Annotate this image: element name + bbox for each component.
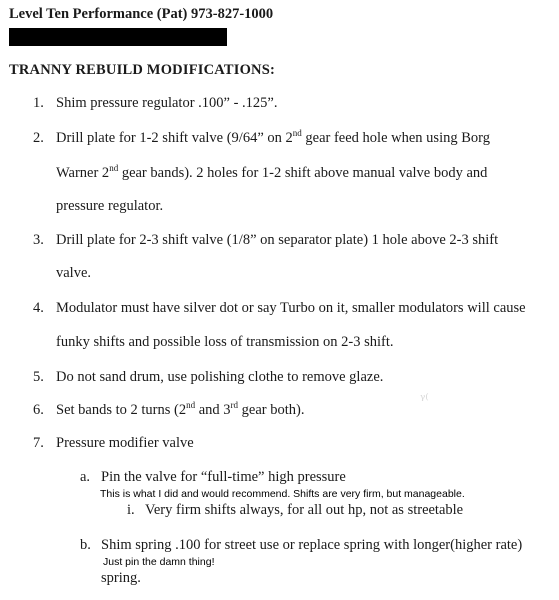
- item-text: pressure regulator.: [56, 198, 164, 214]
- item-text: Shim pressure regulator .100” - .125”.: [56, 95, 278, 111]
- item-text: Drill plate for 2-3 shift valve (1/8” on separator plate) 1 hole above 2-3 shift: [56, 232, 499, 248]
- item-number: 4.: [33, 300, 44, 316]
- item-number: 5.: [33, 369, 44, 385]
- handwritten-note: This is what I did and would recommend. Shifts are very firm, but manageable.: [100, 488, 465, 500]
- item-text: Drill plate for 1-2 shift valve (9/64” on 2nd gear feed hole when using Borg: [56, 128, 490, 146]
- scan-smudge: ᵞ⁽: [420, 392, 429, 408]
- redaction-bar: [9, 28, 227, 46]
- subitem-label: a.: [80, 469, 91, 485]
- item-text: Warner 2nd gear bands). 2 holes for 1-2 shift above manual valve body and: [56, 163, 488, 181]
- subitem-label: b.: [80, 537, 91, 553]
- item-text: Modulator must have silver dot or say Turbo on it, smaller modulators will cause: [56, 300, 526, 316]
- item-text: Set bands to 2 turns (2nd and 3rd gear both).: [56, 400, 305, 418]
- handwritten-note: Just pin the damn thing!: [103, 556, 215, 568]
- item-text: funky shifts and possible loss of transmission on 2-3 shift.: [56, 334, 394, 350]
- subitem-label: i.: [127, 502, 135, 518]
- item-text: Pressure modifier valve: [56, 435, 194, 451]
- document-header: Level Ten Performance (Pat) 973-827-1000: [9, 6, 274, 22]
- subitem-text: Shim spring .100 for street use or replace spring with longer(higher rate): [101, 537, 523, 553]
- item-number: 2.: [33, 130, 44, 146]
- item-text: valve.: [56, 265, 92, 281]
- section-title: TRANNY REBUILD MODIFICATIONS:: [9, 62, 276, 78]
- item-number: 1.: [33, 95, 44, 111]
- subitem-text: Very firm shifts always, for all out hp, not as streetable: [145, 502, 464, 518]
- item-number: 6.: [33, 402, 44, 418]
- subitem-text: Pin the valve for “full-time” high pressure: [101, 469, 346, 485]
- item-text: Do not sand drum, use polishing clothe to remove glaze.: [56, 369, 384, 385]
- item-number: 7.: [33, 435, 44, 451]
- item-number: 3.: [33, 232, 44, 248]
- subitem-continuation: spring.: [101, 570, 141, 586]
